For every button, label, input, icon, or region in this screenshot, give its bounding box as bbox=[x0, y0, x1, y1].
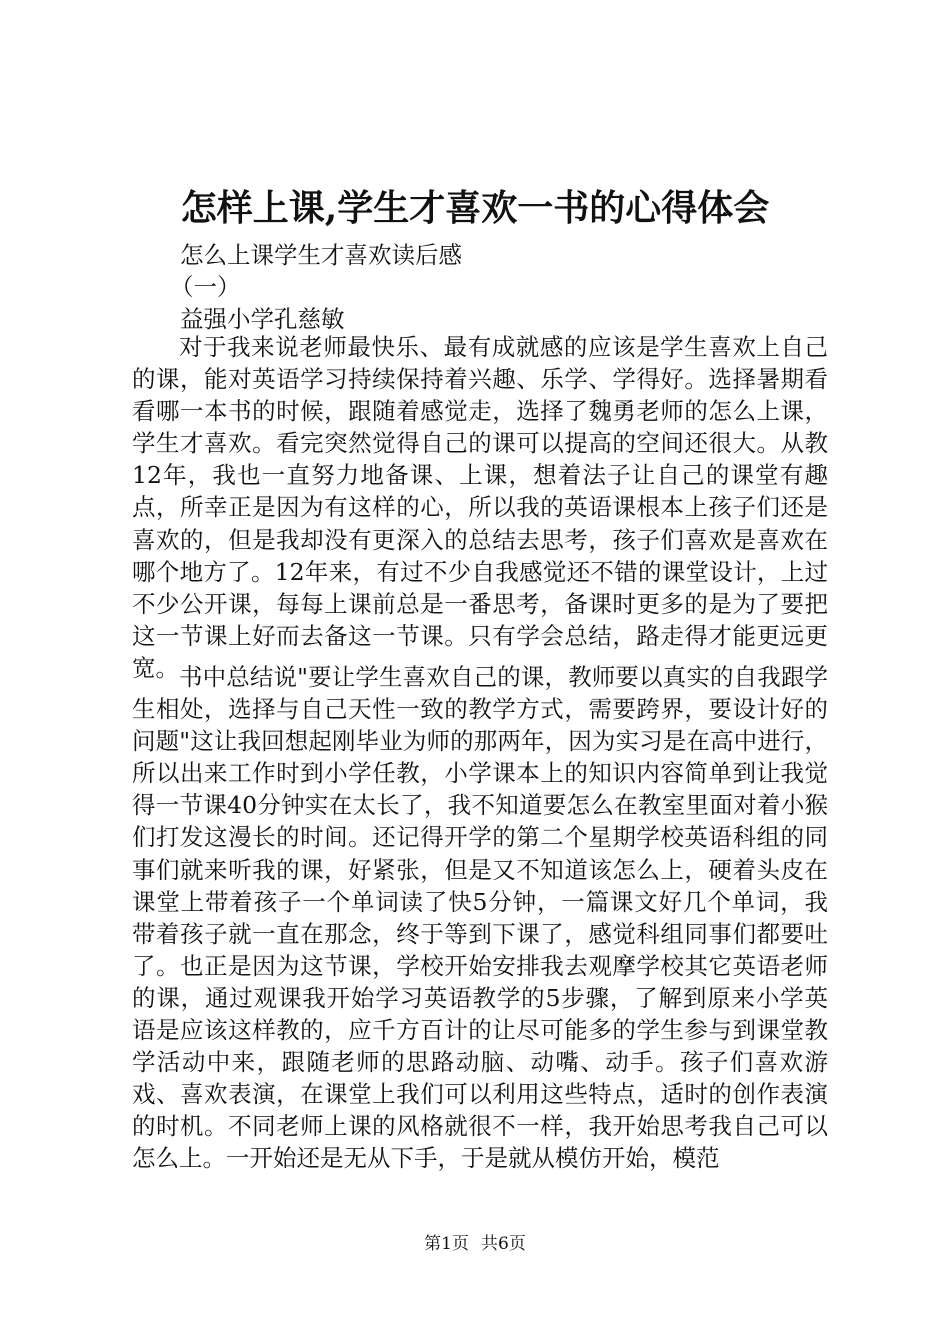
page-number: 第1页 bbox=[424, 1234, 469, 1254]
document-title: 怎样上课,学生才喜欢一书的心得体会 bbox=[180, 187, 770, 229]
page-total: 共6页 bbox=[481, 1234, 526, 1254]
section-number: （一） bbox=[170, 273, 241, 301]
author-line: 益强小学孔慈敏 bbox=[180, 305, 345, 333]
paragraph-1: 对于我来说老师最快乐、最有成就感的应该是学生喜欢上自己的课，能对英语学习持续保持着兴趣、乐学、学得好。选择暑期看看哪一本书的时候，跟随着感觉走，选择了魏勇老师的怎么上课，学生才喜欢。看完突然觉得自己的课可以提高的空间还很大。从教12年，我也一直努力地备课、上课，想着法子让自己的课堂有趣点，所幸正是因为有这样的心，所以我的英语课根本上孩子们还是喜欢的，但是我却没有更深入的总结去思考，孩子们喜欢是喜欢在哪个地方了。12年来，有过不少自我感觉还不错的课堂设计，上过不少公开课，每每上课前总是一番思考，备课时更多的是为了要把这一节课上好而去备这一节课。只有学会总结，路走得才能更远更宽。 bbox=[132, 333, 828, 682]
page-footer bbox=[0, 1232, 950, 1256]
document-subtitle: 怎么上课学生才喜欢读后感 bbox=[180, 241, 462, 269]
paragraph-2: 书中总结说"要让学生喜欢自己的课，教师要以真实的自我跟学生相处，选择与自己天性一致的教学方式，需要跨界，要设计好的问题"这让我回想起刚毕业为师的那两年，因为实习是在高中进行，所以出来工作时到小学任教，小学课本上的知识内容简单到让我觉得一节课40分钟实在太长了，我不知道要怎么在教室里面对着小猴们打发这漫长的时间。还记得开学的第二个星期学校英语科组的同事们就来听我的课，好紧张，但是又不知道该怎么上，硬着头皮在课堂上带着孩子一个单词读了快5分钟，一篇课文好几个单词，我带着孩子就一直在那念，终于等到下课了，感觉科组同事们都要吐了。也正是因为这节课，学校开始安排我去观摩学校其它英语老师的课，通过观课我开始学习英语教学的5步骤，了解到原来小学英语是应该这样教的，应千方百计的让尽可能多的学生参与到课堂教学活动中来，跟随老师的思路动脑、动嘴、动手。孩子们喜欢游戏、喜欢表演，在课堂上我们可以利用这些特点，适时的创作表演的时机。不同老师上课的风格就很不一样，我开始思考我自己可以怎么上。一开始还是无从下手，于是就从模仿开始，模范 bbox=[132, 663, 828, 1173]
